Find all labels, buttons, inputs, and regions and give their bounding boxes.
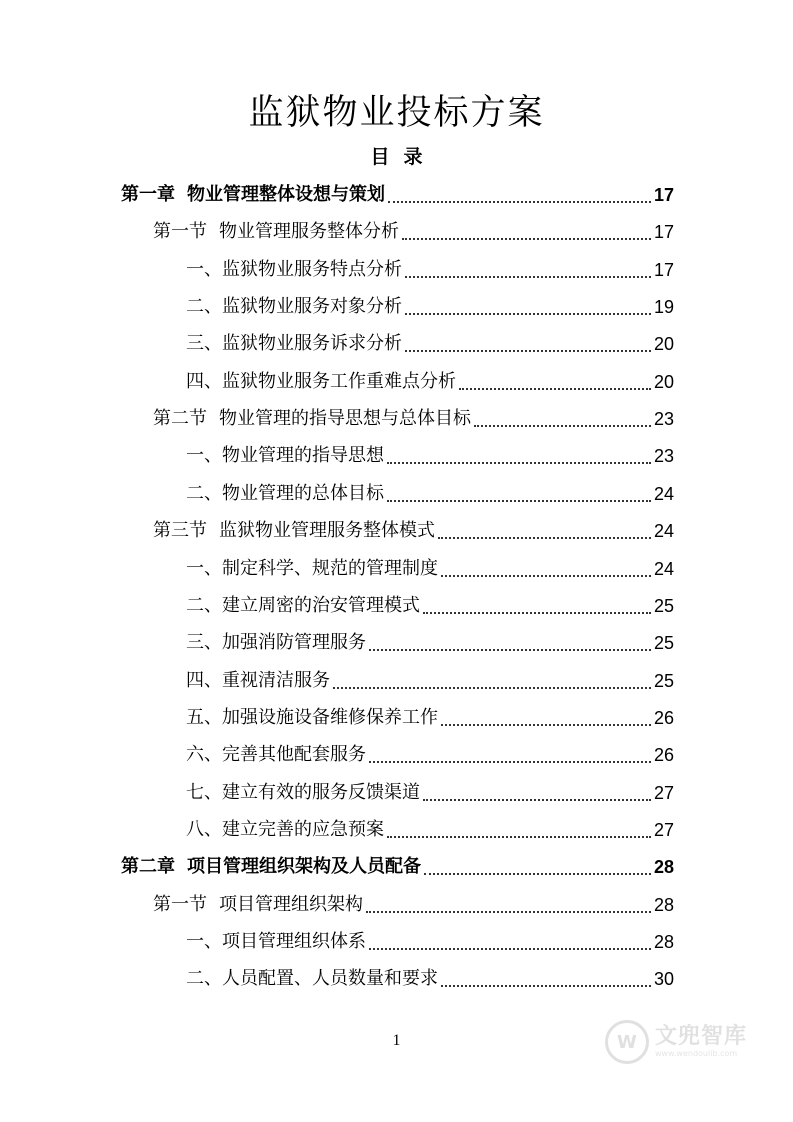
page-number: 1 [392, 1032, 401, 1049]
toc-entry-page: 28 [653, 894, 674, 915]
toc-entry-page: 17 [653, 184, 674, 205]
toc-dot-leader [369, 761, 651, 763]
toc-dot-leader [474, 425, 651, 427]
toc-dot-leader [405, 313, 651, 315]
toc-entry[interactable] [186, 923, 674, 960]
toc-entry-label: 项目管理组织体系 [222, 930, 366, 952]
toc-entry-page: 27 [653, 819, 674, 840]
toc-dot-leader [424, 873, 651, 875]
toc-entry-label: 监狱物业服务特点分析 [222, 258, 402, 280]
toc-dot-leader [366, 911, 651, 913]
toc-entry-page: 25 [653, 632, 674, 653]
toc-entry-number: 第二章 [121, 855, 175, 877]
toc-dot-leader [405, 350, 651, 352]
toc-dot-leader [333, 687, 651, 689]
toc-entry[interactable] [121, 176, 674, 213]
toc-entry-label: 监狱物业服务工作重难点分析 [222, 370, 456, 392]
toc-dot-leader [402, 238, 651, 240]
toc-entry[interactable] [186, 363, 674, 400]
toc-entry-label: 建立有效的服务反馈渠道 [222, 781, 420, 803]
toc-entry[interactable] [153, 512, 674, 549]
toc-dot-leader [423, 799, 651, 801]
toc-heading [0, 144, 793, 170]
toc-entry-number: 第二节 [153, 407, 207, 429]
toc-dot-leader [441, 575, 651, 577]
toc-entry-number: 第一节 [153, 893, 207, 915]
toc-entry[interactable] [153, 400, 674, 437]
toc-entry-page: 24 [653, 520, 674, 541]
toc-entry-label: 项目管理组织架构及人员配备 [187, 855, 421, 877]
toc-entry-page: 26 [653, 744, 674, 765]
toc-entry-page: 24 [653, 483, 674, 504]
toc-entry-page: 28 [653, 931, 674, 952]
toc-entry[interactable] [186, 699, 674, 736]
toc-entry-label: 建立周密的治安管理模式 [222, 594, 420, 616]
toc-entry-number: 八、 [186, 818, 222, 840]
toc-entry[interactable] [186, 550, 674, 587]
toc-entry-number: 一、 [186, 258, 222, 280]
toc-entry[interactable] [186, 736, 674, 773]
toc-dot-leader [423, 612, 651, 614]
toc-dot-leader [369, 948, 651, 950]
toc-entry-label: 物业管理的指导思想与总体目标 [219, 407, 471, 429]
toc-entry-label: 人员配置、人员数量和要求 [222, 967, 438, 989]
toc-entry-number: 一、 [186, 557, 222, 579]
toc-entry-number: 第一章 [121, 183, 175, 205]
toc-entry-number: 二、 [186, 295, 222, 317]
toc-entry-label: 监狱物业服务对象分析 [222, 295, 402, 317]
toc-entry-number: 三、 [186, 631, 222, 653]
toc-entry-label: 物业管理服务整体分析 [219, 220, 399, 242]
toc-entry-label: 完善其他配套服务 [222, 743, 366, 765]
toc-dot-leader [387, 462, 651, 464]
toc-entry-label: 物业管理的总体目标 [222, 482, 384, 504]
toc-dot-leader [369, 649, 651, 651]
toc-entry-page: 17 [653, 259, 674, 280]
page-title: 监狱物业投标方案 [248, 93, 545, 133]
watermark-name: 文兜智库 [654, 1024, 747, 1049]
toc-entry[interactable] [186, 251, 674, 288]
toc-entry-page: 27 [653, 782, 674, 803]
toc-entry-number: 第一节 [153, 220, 207, 242]
toc-entry-label: 加强消防管理服务 [222, 631, 366, 653]
toc-entry-page: 25 [653, 670, 674, 691]
watermark-url: www.wendoulib.com [654, 1049, 738, 1058]
toc-entry[interactable] [186, 437, 674, 474]
toc-dot-leader [441, 985, 651, 987]
toc-entry-label: 加强设施设备维修保养工作 [222, 706, 438, 728]
toc-dot-leader [438, 537, 651, 539]
toc-entry[interactable] [153, 886, 674, 923]
toc-entry-number: 七、 [186, 781, 222, 803]
toc-dot-leader [387, 836, 651, 838]
toc-entry-number: 一、 [186, 444, 222, 466]
toc-entry-number: 三、 [186, 332, 222, 354]
watermark-logo-icon: W [605, 1020, 649, 1064]
toc-heading-char-2: 录 [403, 146, 423, 168]
toc-entry-page: 26 [653, 707, 674, 728]
toc-entry[interactable] [186, 325, 674, 362]
toc-entry-page: 23 [653, 408, 674, 429]
toc-entry-page: 23 [653, 445, 674, 466]
toc-entry-label: 重视清洁服务 [222, 669, 330, 691]
toc-entry-number: 六、 [186, 743, 222, 765]
toc-entry[interactable] [153, 213, 674, 250]
toc-entry-number: 一、 [186, 930, 222, 952]
toc-heading-char-1: 目 [370, 146, 390, 168]
toc-entry-number: 第三节 [153, 519, 207, 541]
toc-entry-number: 四、 [186, 669, 222, 691]
toc-entry[interactable] [186, 774, 674, 811]
toc-entry-page: 17 [653, 221, 674, 242]
toc-entry[interactable] [186, 662, 674, 699]
toc-entry-page: 19 [653, 296, 674, 317]
toc-dot-leader [387, 500, 651, 502]
toc-entry-page: 28 [653, 856, 674, 877]
toc-entry-page: 24 [653, 558, 674, 579]
toc-entry-number: 二、 [186, 594, 222, 616]
toc-entry-number: 四、 [186, 370, 222, 392]
toc-entry-number: 二、 [186, 967, 222, 989]
toc-dot-leader [459, 388, 651, 390]
toc-entry-page: 20 [653, 371, 674, 392]
toc-entry-label: 物业管理整体设想与策划 [187, 183, 385, 205]
toc-entry[interactable] [186, 288, 674, 325]
toc-dot-leader [405, 276, 651, 278]
toc-entry[interactable] [186, 960, 674, 997]
toc-entry-page: 20 [653, 333, 674, 354]
toc-entry[interactable] [121, 848, 674, 885]
toc-dot-leader [388, 201, 651, 203]
toc-entry-label: 建立完善的应急预案 [222, 818, 384, 840]
toc-entry[interactable] [186, 811, 674, 848]
toc-entry[interactable] [186, 475, 674, 512]
toc-entry-page: 30 [653, 968, 674, 989]
toc-dot-leader [441, 724, 651, 726]
toc-entry-number: 二、 [186, 482, 222, 504]
toc-entry-label: 项目管理组织架构 [219, 893, 363, 915]
toc-entry[interactable] [186, 587, 674, 624]
toc-entry-page: 25 [653, 595, 674, 616]
toc-entry-label: 监狱物业服务诉求分析 [222, 332, 402, 354]
toc-entry-label: 物业管理的指导思想 [222, 444, 384, 466]
toc-entry[interactable] [186, 624, 674, 661]
toc-entry-number: 五、 [186, 706, 222, 728]
toc-entry-label: 制定科学、规范的管理制度 [222, 557, 438, 579]
watermark [605, 1020, 747, 1064]
toc-entry-label: 监狱物业管理服务整体模式 [219, 519, 435, 541]
